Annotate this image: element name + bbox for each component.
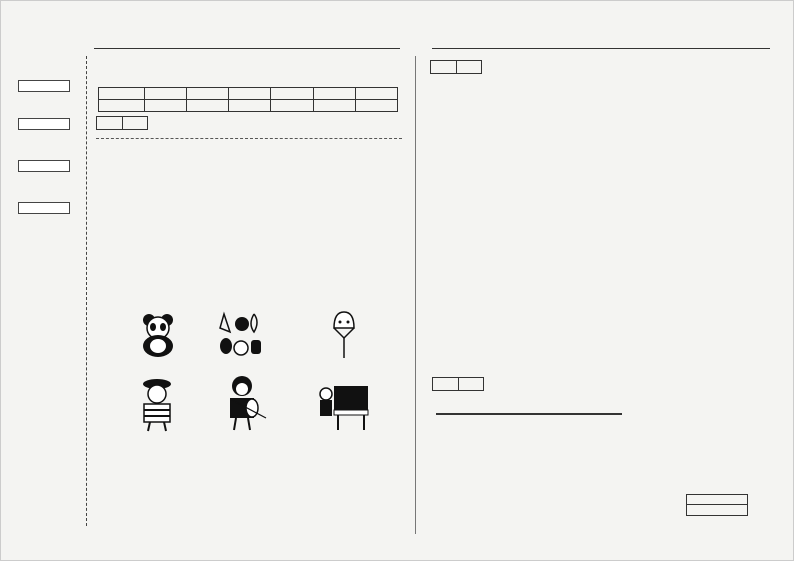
binding-name-label [22,101,44,115]
score-table [98,87,398,112]
score-col [99,88,145,100]
binding-class-label [22,143,44,157]
binding-dashed-line [86,56,87,526]
score-col [313,88,355,100]
violin-boy-icon [222,374,268,432]
header-rule-right [432,48,770,49]
scorer-box-1 [96,116,148,130]
score-row-label [99,100,145,112]
picture-panda [138,312,178,358]
scorer-box-2 [430,60,482,74]
score-col [145,88,187,100]
score-cell[interactable] [229,100,271,112]
scorer-grader [123,117,148,129]
score-cell[interactable] [187,100,229,112]
binding-school-box[interactable] [18,80,70,92]
picture-vegetables [216,310,266,360]
seat-label-1 [687,495,747,505]
score-cell[interactable] [271,100,313,112]
score-col [229,88,271,100]
score-col [187,88,229,100]
scorer-grader [459,378,484,390]
binding-examno-box[interactable] [18,202,70,214]
options-box [436,413,622,415]
binding-class-box[interactable] [18,160,70,172]
binding-examno-label [22,185,44,199]
score-col [355,88,397,100]
picture-ice-cream [326,308,360,360]
page-divider [415,56,416,534]
scorer-box-3 [432,377,484,391]
picture-piano [314,380,370,432]
ice-cream-icon [326,308,360,360]
scorer-got [431,61,457,73]
scorer-got [97,117,123,129]
scorer-grader [457,61,482,73]
binding-name-box[interactable] [18,118,70,130]
binding-school-label [22,63,44,77]
score-cell[interactable] [313,100,355,112]
score-cell[interactable] [145,100,187,112]
seat-number-box [686,494,748,516]
seat-label-2 [687,505,747,515]
scorer-got [433,378,459,390]
section-divider [96,138,402,139]
sailor-boy-icon [134,376,180,432]
vegetables-icon [216,310,266,360]
header-rule-left [94,48,400,49]
picture-violin-boy [222,374,268,432]
score-cell[interactable] [355,100,397,112]
panda-icon [138,312,178,358]
score-col [271,88,313,100]
piano-icon [314,380,370,432]
picture-sailor-boy [134,376,180,432]
